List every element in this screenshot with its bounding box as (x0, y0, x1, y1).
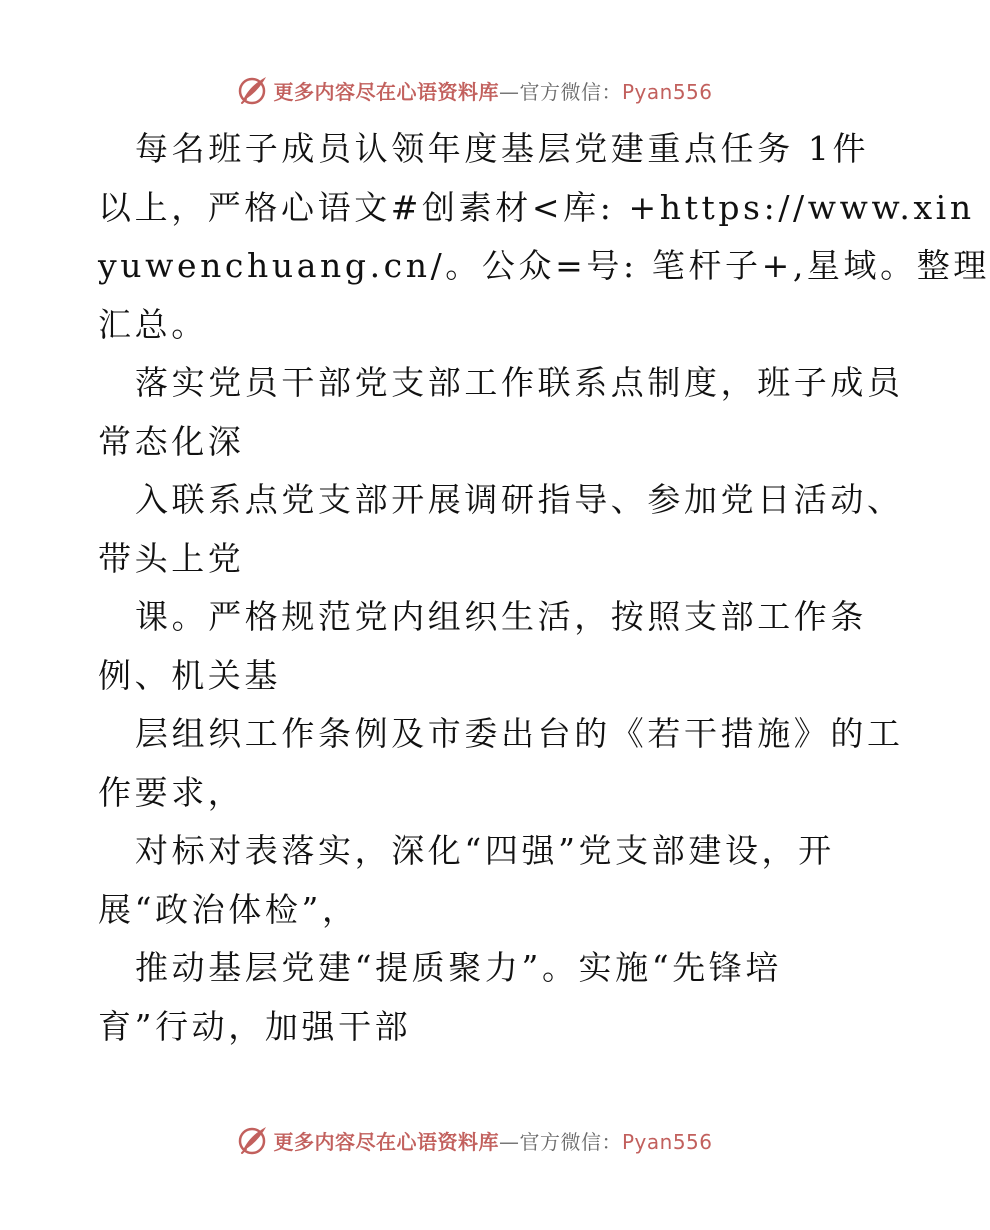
header-banner (0, 70, 950, 110)
body-line: 带头上党 (98, 538, 245, 578)
body-line: 入联系点党支部开展调研指导、参加党日活动、 (135, 480, 904, 519)
body-line: 常态化深 (98, 421, 245, 461)
header-banner-text (273, 76, 712, 105)
footer-banner-text (273, 1126, 712, 1155)
body-line: 落实党员干部党支部工作联系点制度，班子成员 (135, 363, 904, 402)
body-line: 每名班子成员认领年度基层党建重点任务 1件 (135, 129, 870, 168)
body-line: 例、机关基 (98, 655, 281, 695)
body-line: 课。严格规范党内组织生活，按照支部工作条 (135, 597, 867, 636)
body-line: yuwenchuang.cn/。公众=号: 笔杆子+,星域。整理 (98, 246, 990, 285)
footer-banner (0, 1120, 950, 1160)
footer-banner-main: 更多内容尽在心语资料库 (273, 1129, 499, 1154)
body-line: 推动基层党建“提质聚力”。实施“先锋培 (135, 948, 783, 987)
body-line: 以上，严格心语文#创素材<库: +https://www.xin (98, 187, 975, 227)
header-banner-account: Pyan556 (621, 79, 713, 104)
body-line: 展“政治体检”， (98, 889, 359, 929)
body-line: 汇总。 (98, 304, 208, 344)
body-line: 对标对表落实，深化“四强”党支部建设，开 (135, 831, 835, 870)
quill-pen-logo-icon (237, 74, 269, 106)
body-line: 作要求， (98, 772, 245, 812)
body-line: 层组织工作条例及市委出台的《若干措施》的工 (135, 714, 904, 753)
header-banner-main: 更多内容尽在心语资料库 (273, 79, 499, 104)
footer-banner-separator: — (498, 1129, 520, 1154)
header-banner-label: 官方微信： (519, 79, 622, 104)
footer-banner-account: Pyan556 (621, 1129, 713, 1154)
header-banner-separator: — (498, 79, 520, 104)
quill-pen-logo-icon (237, 1124, 269, 1156)
footer-banner-label: 官方微信： (519, 1129, 622, 1154)
body-line: 育”行动，加强干部 (98, 1006, 412, 1046)
document-body (98, 120, 990, 1056)
